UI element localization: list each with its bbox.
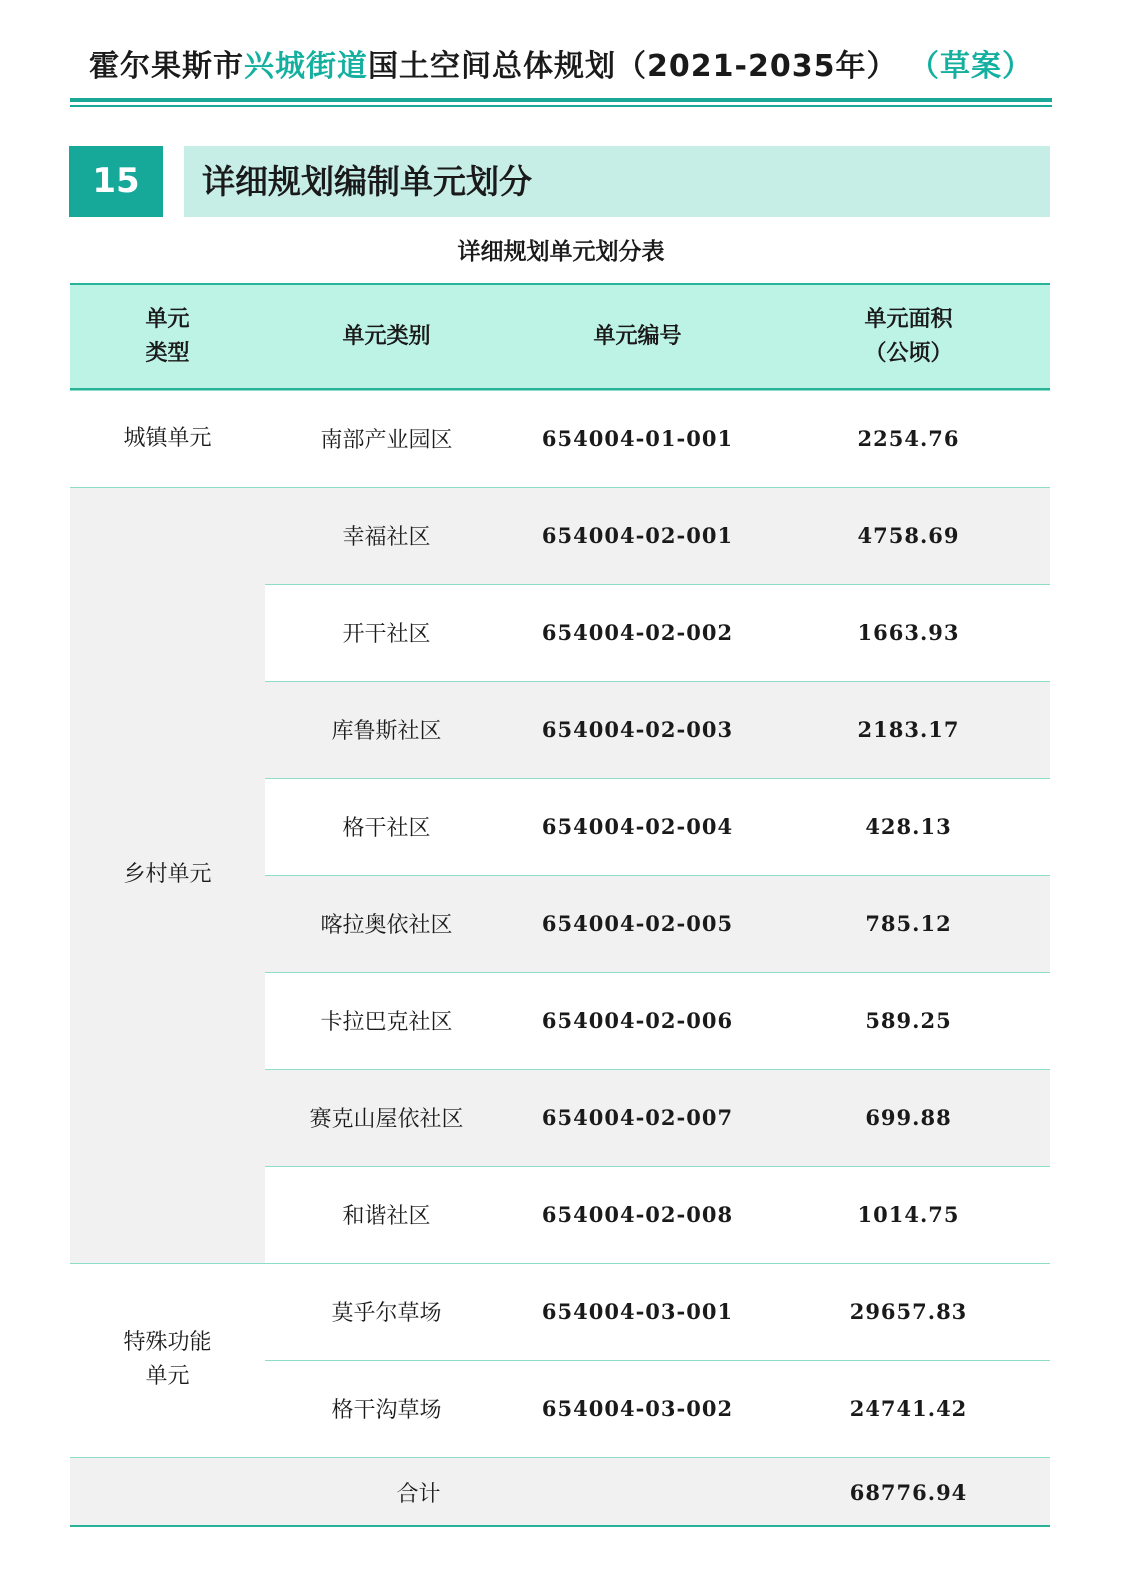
section-title-bar: [184, 146, 1050, 217]
unit-code-cell: 654004-02-008: [541, 1202, 734, 1227]
section-title: 详细规划编制单元划分: [202, 162, 532, 201]
unit-code-cell: 654004-02-004: [541, 814, 734, 839]
row-divider: [70, 487, 1050, 488]
row-divider: [265, 875, 1050, 876]
unit-code-cell: 654004-02-007: [508, 1069, 767, 1166]
header-draft-label: （草案）: [908, 49, 1033, 84]
unit-area-cell: 699.88: [767, 1069, 1050, 1166]
unit-area-cell: 589.25: [865, 1008, 952, 1033]
unit-name-cell: 格干沟草场: [331, 1398, 442, 1423]
unit-code-cell: 654004-03-002: [541, 1396, 734, 1421]
unit-code-cell: 654004-02-003: [508, 681, 767, 778]
row-divider: [70, 390, 1050, 391]
header-title-part1: 霍尔果斯市: [89, 49, 245, 84]
unit-code-cell: 654004-03-001: [541, 1299, 734, 1324]
total-value: 68776.94: [849, 1479, 968, 1505]
unit-name-cell: 幸福社区: [265, 487, 508, 584]
header-title-part2: 国土空间总体规划（2021-2035年）: [368, 49, 898, 84]
row-divider: [70, 1263, 1050, 1264]
unit-area-cell: 785.12: [767, 875, 1050, 972]
unit-name-cell: 格干社区: [342, 816, 431, 841]
column-header: 单元编号: [593, 323, 682, 349]
unit-name-cell: 南部产业园区: [320, 428, 453, 453]
unit-type-cell: 特殊功能 单元: [123, 1330, 212, 1389]
row-divider: [265, 1166, 1050, 1167]
unit-name-cell: 库鲁斯社区: [265, 681, 508, 778]
unit-name-cell: 莫乎尔草场: [331, 1301, 442, 1326]
row-divider: [265, 1360, 1050, 1361]
row-divider: [265, 681, 1050, 682]
unit-area-cell: 428.13: [865, 814, 952, 839]
unit-type-cell: 城镇单元: [123, 425, 212, 451]
header-rule-thick: [70, 98, 1052, 102]
unit-code-cell: 654004-02-002: [541, 620, 734, 645]
unit-area-cell: 1663.93: [857, 620, 960, 645]
unit-name-cell: 开干社区: [342, 622, 431, 647]
unit-area-cell: 24741.42: [849, 1396, 968, 1421]
unit-type-cell: 乡村单元: [70, 487, 265, 1263]
unit-name-cell: 赛克山屋依社区: [265, 1069, 508, 1166]
header-rule-thin: [70, 105, 1052, 107]
unit-area-cell: 2254.76: [857, 426, 960, 451]
total-label: 合计: [396, 1481, 441, 1507]
document-header: [70, 44, 1052, 94]
unit-area-cell: 2183.17: [767, 681, 1050, 778]
header-title-accent: 兴城街道: [244, 49, 369, 84]
unit-name-cell: 卡拉巴克社区: [320, 1010, 453, 1035]
unit-area-cell: 29657.83: [849, 1299, 968, 1324]
row-divider: [265, 1069, 1050, 1070]
section-number: 15: [69, 146, 163, 217]
column-header: 单元 类型: [145, 306, 190, 366]
unit-area-cell: 1014.75: [857, 1202, 960, 1227]
row-divider: [265, 778, 1050, 779]
column-header: 单元面积 （公顷）: [864, 306, 953, 366]
unit-code-cell: 654004-01-001: [541, 426, 734, 451]
row-divider: [265, 972, 1050, 973]
unit-name-cell: 喀拉奥依社区: [265, 875, 508, 972]
unit-code-cell: 654004-02-001: [508, 487, 767, 584]
unit-code-cell: 654004-02-005: [508, 875, 767, 972]
unit-name-cell: 和谐社区: [342, 1204, 431, 1229]
row-divider: [265, 584, 1050, 585]
unit-code-cell: 654004-02-006: [541, 1008, 734, 1033]
column-header: 单元类别: [342, 323, 431, 349]
table-caption: 详细规划单元划分表: [457, 239, 665, 265]
unit-area-cell: 4758.69: [767, 487, 1050, 584]
